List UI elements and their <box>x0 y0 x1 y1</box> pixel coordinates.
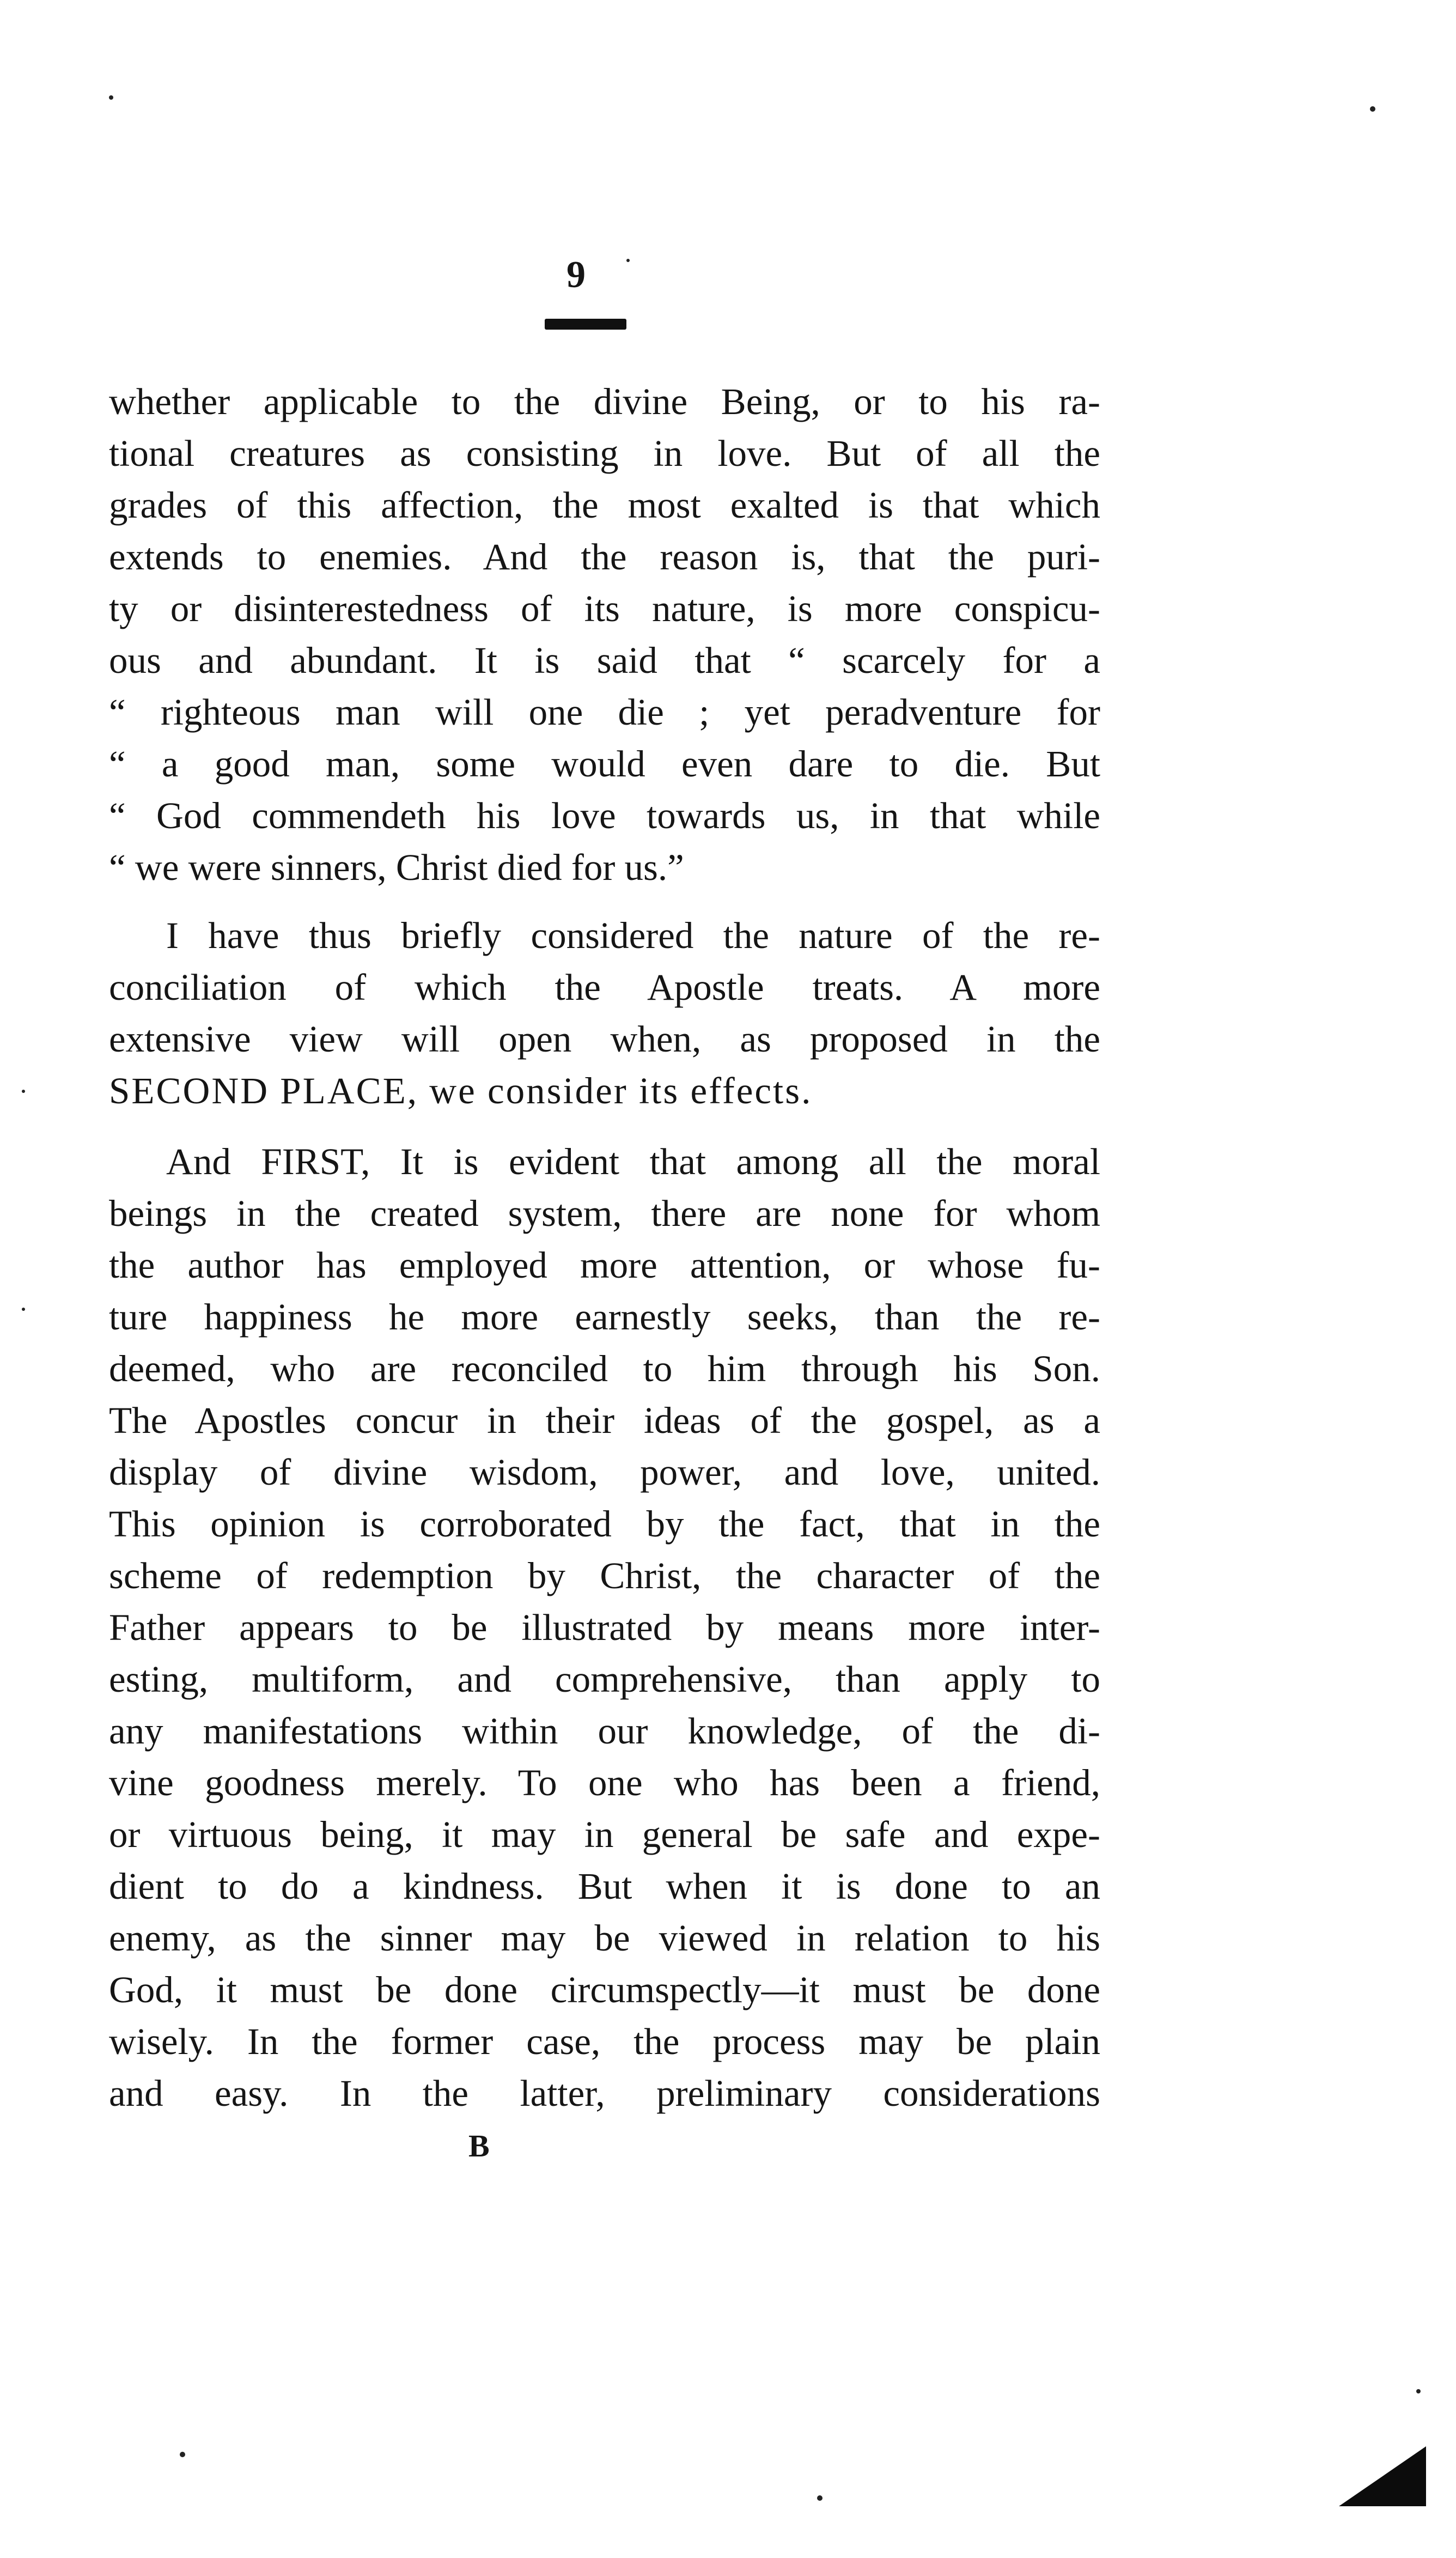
text-line: The Apostles concur in their ideas of the gospel, as a <box>109 1400 1100 1441</box>
scan-speck <box>22 1308 25 1311</box>
text-line: ty or disinterestedness of its nature, is more conspicu- <box>109 588 1100 629</box>
text-line: This opinion is corroborated by the fact, that in the <box>109 1503 1100 1545</box>
text-line: and easy. In the latter, preliminary considerations <box>109 2073 1100 2114</box>
page-number-rule <box>545 319 626 330</box>
text-line: wisely. In the former case, the process may be plain <box>109 2021 1100 2062</box>
scan-speck <box>22 1090 25 1093</box>
text-line: I have thus briefly considered the nature of the re- <box>166 915 1100 956</box>
text-line: God, it must be done circumspectly—it must be done <box>109 1969 1100 2010</box>
text-line: enemy, as the sinner may be viewed in relation to his <box>109 1917 1100 1959</box>
text-line: scheme of redemption by Christ, the character of the <box>109 1555 1100 1596</box>
scan-speck <box>1370 106 1375 112</box>
text-line: Father appears to be illustrated by means more inter- <box>109 1607 1100 1648</box>
text-line: deemed, who are reconciled to him through his Son. <box>109 1348 1100 1389</box>
text-line: beings in the created system, there are none for whom <box>109 1193 1100 1234</box>
paragraph-3 <box>109 1136 1100 2119</box>
text-line: “ we were sinners, Christ died for us.” <box>109 847 684 888</box>
text-line: any manifestations within our knowledge, of the di- <box>109 1710 1100 1752</box>
paragraph-1 <box>109 376 1100 894</box>
text-line: And FIRST, It is evident that among all the moral <box>166 1141 1100 1182</box>
text-line: conciliation of which the Apostle treats. A more <box>109 967 1100 1008</box>
text-line: “ a good man, some would even dare to die. But <box>109 743 1100 785</box>
text-line: ous and abundant. It is said that “ scarcely for a <box>109 640 1100 681</box>
scan-speck <box>626 259 630 262</box>
text-line: “ God commendeth his love towards us, in that while <box>109 795 1100 836</box>
text-line: extensive view will open when, as proposed in the <box>109 1018 1100 1060</box>
signature-mark: B <box>468 2128 490 2164</box>
page-number: 9 <box>566 254 586 296</box>
text-line: dient to do a kindness. But when it is done to an <box>109 1866 1100 1907</box>
text-line: whether applicable to the divine Being, or to his ra- <box>109 381 1100 422</box>
text-line: esting, multiform, and comprehensive, than apply to <box>109 1658 1100 1700</box>
text-line: SECOND PLACE, we consider its effects. <box>109 1070 813 1111</box>
text-line: the author has employed more attention, or whose fu- <box>109 1244 1100 1286</box>
text-line: tional creatures as consisting in love. But of all the <box>109 433 1100 474</box>
scan-speck <box>109 95 113 100</box>
scan-speck <box>817 2495 823 2501</box>
scan-speck <box>1416 2389 1421 2393</box>
corner-mark <box>1339 2446 1426 2506</box>
text-line: vine goodness merely. To one who has been a friend, <box>109 1762 1100 1803</box>
paragraph-2 <box>109 910 1100 1117</box>
text-line: “ righteous man will one die ; yet peradventure for <box>109 691 1100 733</box>
scan-speck <box>180 2452 185 2457</box>
text-line: extends to enemies. And the reason is, that the puri- <box>109 536 1100 578</box>
text-line: grades of this affection, the most exalted is that which <box>109 484 1100 526</box>
text-line: or virtuous being, it may in general be safe and expe- <box>109 1814 1100 1855</box>
text-line: display of divine wisdom, power, and love, united. <box>109 1451 1100 1493</box>
text-line: ture happiness he more earnestly seeks, than the re- <box>109 1296 1100 1338</box>
